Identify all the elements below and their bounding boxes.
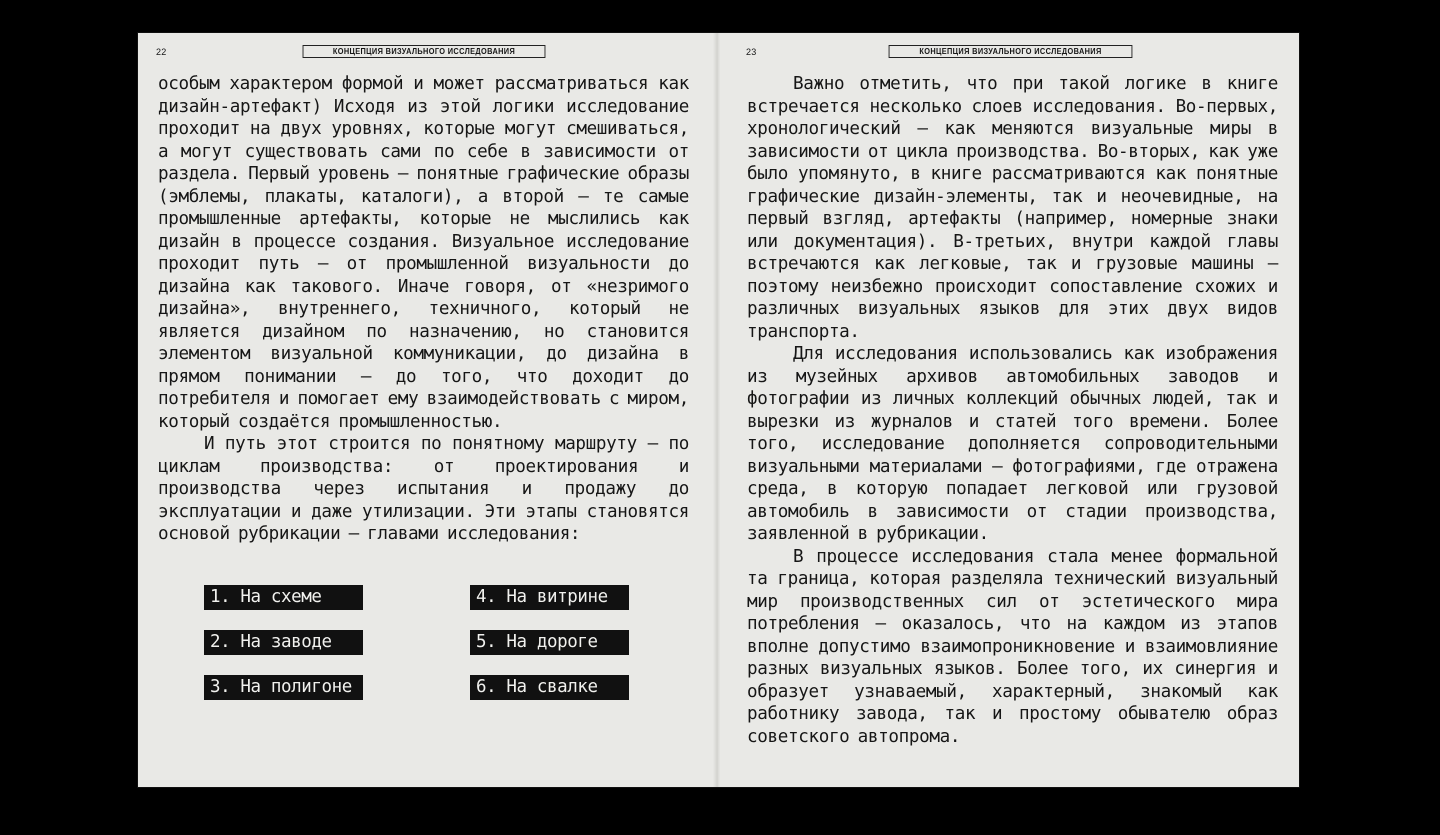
book-spread [138,33,1299,787]
left-page [138,33,716,787]
chapter-label: 5. На дороге [470,630,629,655]
chapter-label: 1. На схеме [204,585,363,610]
right-page [718,33,1299,787]
page-number: 22 [156,47,167,57]
running-head: КОНЦЕПЦИЯ ВИЗУАЛЬНОГО ИССЛЕДОВАНИЯ [889,45,1133,58]
chapter-list [204,585,630,703]
paragraph: В процессе исследования стала менее формальной та граница, которая разделяла технический визуальный мир производственных сил от эстетического мира потребления — оказалось, что на каждом из этапов вполне допустимо взаимопроникновение и взаимовлияние разных визуальных языков. Более того, их синергия и образует узнаваемый, характерный, знакомый как работнику завода, так и простому обывателю образ советского автопрома. [747,546,1278,747]
chapter-label: 6. На свалке [470,675,629,700]
page-number: 23 [746,47,757,57]
paragraph: особым характером формой и может рассматриваться как дизайн-артефакт) Исходя из этой логики исследование проходит на двух уровнях, которые могут смешиваться, а могут существовать сами по себе в зависимости от раздела. Первый уровень — понятные графические образы (эмблемы, плакаты, каталоги), а второй — те самые промышленные артефакты, которые не мыслились как дизайн в процессе создания. Визуальное исследование проходит путь — от промышленной визуальности до дизайна как такового. Иначе говоря, от «незримого дизайна», внутреннего, техничного, который не является дизайном по назначению, но становится элементом визуальной коммуникации, до дизайна в прямом понимании — до того, что доходит до потребителя и помогает ему взаимодействовать с миром, который создаётся промышленностью. [158,74,689,432]
paragraph: Важно отметить, что при такой логике в книге встречается несколько слоев исследования. Во-первых, хронологический — как меняются визуальные миры в зависимости от цикла производства. Во-вторых, как уже было упомянуто, в книге рассматриваются как понятные графические дизайн-элементы, так и неочевидные, на первый взгляд, артефакты (например, номерные знаки или документация). В-третьих, внутри каждой главы встречаются как легковые, так и грузовые машины — поэтому неизбежно происходит сопоставление схожих и различных визуальных языков для этих двух видов транспорта. [747,74,1278,342]
body-text [747,73,1278,748]
paragraph: И путь этот строится по понятному маршруту — по циклам производства: от проектирования и производства через испытания и продажу до эксплуатации и даже утилизации. Эти этапы становятся основой рубрикации — главами исследования: [158,434,689,544]
paragraph: Для исследования использовались как изображения из музейных архивов автомобильных заводов и фотографии из личных коллекций обычных людей, так и вырезки из журналов и статей того времени. Более того, исследование дополняется сопроводительными визуальными материалами — фотографиями, где отражена среда, в которую попадает легковой или грузовой автомобиль в зависимости от стадии производства, заявленной в рубрикации. [747,344,1278,544]
chapter-label: 3. На полигоне [204,675,363,700]
body-text [158,73,689,546]
chapter-label: 2. На заводе [204,630,363,655]
running-head: КОНЦЕПЦИЯ ВИЗУАЛЬНОГО ИССЛЕДОВАНИЯ [303,45,546,58]
chapter-label: 4. На витрине [470,585,629,610]
